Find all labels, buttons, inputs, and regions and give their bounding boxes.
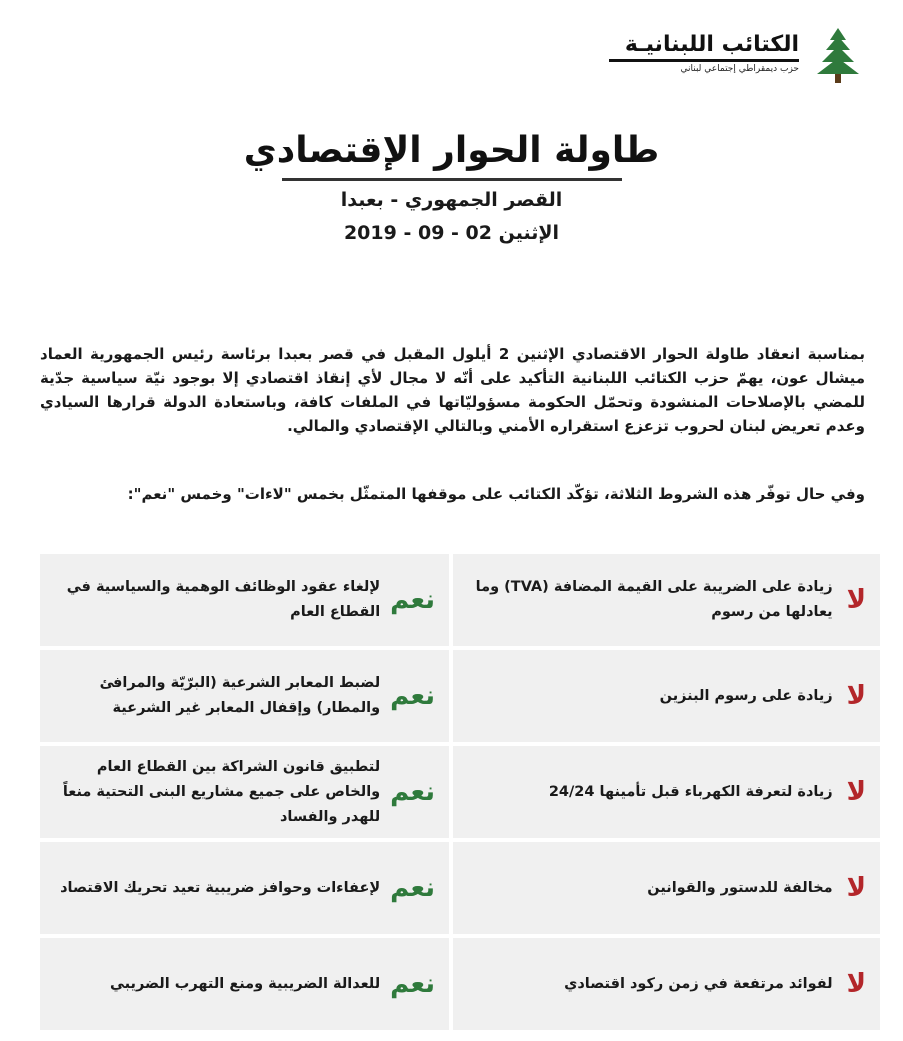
yes-text: للعدالة الضريبية ومنع التهرب الضريبي [109, 975, 381, 992]
yes-text: لضبط المعابر الشرعية (البرّيّة والمرافئ والمطار) وإقفال المعابر غير الشرعية [99, 675, 381, 716]
title-underline [282, 178, 622, 181]
table-row [40, 554, 880, 646]
yes-mark: نعم [390, 681, 435, 711]
no-text: لفوائد مرتفعة في زمن ركود اقتصادي [564, 975, 833, 992]
logo-divider [609, 59, 799, 62]
yes-mark: نعم [390, 585, 435, 615]
intro-paragraph: بمناسبة انعقاد طاولة الحوار الاقتصادي الإثنين 2 أيلول المقبل في قصر بعبدا برئاسة رئيس الجمهورية العماد ميشال عون، يهمّ حزب الكتائب اللبنانية التأكيد على أنّه لا مجال لأي إنقاذ اقتصادي إلا بوجود نيّة سياسية جدّية للمضي بالإصلاحات المنشودة وتحمّل الحكومة مسؤوليّاتها في الملفات كافة، وباستعادة الدولة قرارها السيادي وعدم تعريض لبنان لحروب تزعزع استقراره الأمني وبالتالي الإقتصادي والمالي. [40, 345, 865, 435]
conditions-paragraph: وفي حال توفّر هذه الشروط الثلاثة، تؤكّد الكتائب على موقفها المتمثّل بخمس "لاءات" وخمس "نعم": [127, 485, 865, 503]
table-row [40, 842, 880, 934]
yes-cell [40, 842, 449, 934]
cedar-tree-icon [813, 26, 863, 84]
no-cell [453, 554, 880, 646]
positions-table [40, 554, 880, 1034]
yes-text: لإلغاء عقود الوظائف الوهمية والسياسية في القطاع العام [66, 579, 381, 620]
logo-subtitle: حزب ديمقراطي إجتماعي لبناني [680, 64, 799, 74]
date-line: الإثنين 02 - 09 - 2019 [343, 222, 560, 244]
no-mark: لا [846, 585, 866, 615]
no-mark: لا [846, 681, 866, 711]
logo-name: الكتائب اللبنانيـة [624, 32, 799, 57]
kataeb-logo [533, 26, 863, 84]
no-mark: لا [846, 777, 866, 807]
no-cell [453, 938, 880, 1030]
yes-text: لإعفاءات وحوافز ضريبية تعيد تحريك الاقتصاد [60, 879, 381, 896]
yes-cell [40, 746, 449, 838]
yes-mark: نعم [390, 969, 435, 999]
no-mark: لا [846, 969, 866, 999]
no-text: زيادة لتعرفة الكهرباء قبل تأمينها 24/24 [548, 783, 833, 800]
no-mark: لا [846, 873, 866, 903]
table-row [40, 746, 880, 838]
yes-cell [40, 650, 449, 742]
yes-cell [40, 938, 449, 1030]
table-row [40, 938, 880, 1030]
no-cell [453, 746, 880, 838]
page-title: طاولة الحوار الإقتصادي [243, 130, 660, 171]
no-text: زيادة على الضريبة على القيمة المضافة (TVA) وما يعادلها من رسوم [475, 579, 833, 620]
no-text: مخالفة للدستور والقوانين [647, 879, 833, 896]
no-cell [453, 842, 880, 934]
yes-mark: نعم [390, 873, 435, 903]
yes-mark: نعم [390, 777, 435, 807]
location-line: القصر الجمهوري - بعبدا [340, 189, 563, 211]
yes-cell [40, 554, 449, 646]
no-text: زيادة على رسوم البنزين [659, 687, 833, 704]
table-row [40, 650, 880, 742]
no-cell [453, 650, 880, 742]
yes-text: لتطبيق قانون الشراكة بين القطاع العام والخاص على جميع مشاريع البنى التحتية منعاً للهدر والفساد [62, 758, 381, 825]
